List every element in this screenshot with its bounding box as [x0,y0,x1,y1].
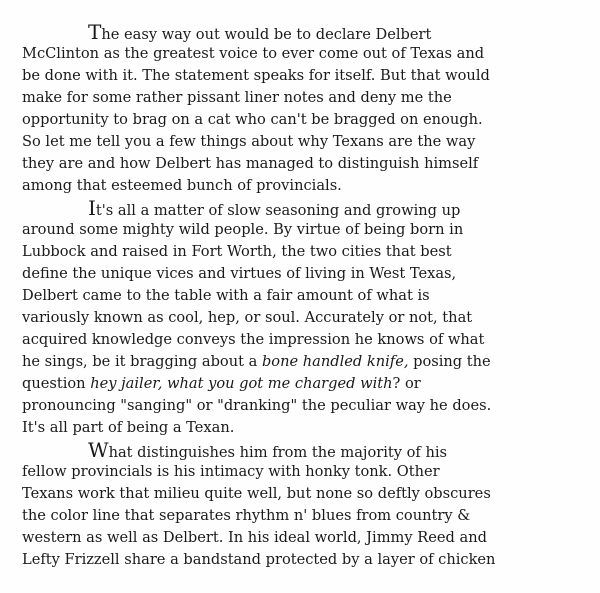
song-title: hey jailer, what you got me charged with [90,375,393,392]
line-text: ? or [392,375,421,392]
paragraph-1-line-2: McClinton as the greatest voice to ever come out of Texas and [22,45,485,62]
paragraph-1-line-7: they are and how Delbert has managed to distinguish himself [22,155,479,172]
paragraph-3-line-5: western as well as Delbert. In his ideal world, Jimmy Reed and [22,529,487,546]
line-text: he sings, be it bragging about a [22,353,262,370]
paragraph-2-line-7: acquired knowledge conveys the impression he knows of what [22,331,485,348]
song-title: bone handled knife, [261,353,409,370]
drop-initial: W [88,438,109,462]
paragraph-2-line-10: pronouncing "sanging" or "dranking" the peculiar way he does. [22,397,492,414]
paragraph-1-line-4: make for some rather pissant liner notes and deny me the [22,89,452,106]
paragraph-3-line-4: the color line that separates rhythm n' blues from country & [22,507,471,524]
paragraph-3-line-1 [88,439,447,461]
paragraph-2-line-3: Lubbock and raised in Fort Worth, the two cities that best [22,243,452,260]
line-text: posing the [408,353,491,370]
paragraph-2-line-2: around some mighty wild people. By virtue of being born in [22,221,464,238]
paragraph-2-line-1 [88,197,460,219]
paragraph-1-line-3: be done with it. The statement speaks for itself. But that would [22,67,490,84]
line-text: hat distinguishes him from the majority of his [108,444,448,461]
line-text: he easy way out would be to declare Delbert [101,26,432,43]
paragraph-2-line-11: It's all part of being a Texan. [22,419,235,436]
paragraph-2-line-6: variously known as cool, hep, or soul. Accurately or not, that [22,309,473,326]
paragraph-2-line-8 [22,351,491,373]
paragraph-1-line-8: among that esteemed bunch of provincials. [22,177,342,194]
paragraph-2-line-5: Delbert came to the table with a fair amount of what is [22,287,430,304]
paragraph-1-line-1 [88,21,431,43]
paragraph-3-line-6: Lefty Frizzell share a bandstand protected by a layer of chicken [22,551,496,568]
paragraph-3-line-2: fellow provincials is his intimacy with honky tonk. Other [22,463,440,480]
paragraph-3-line-3: Texans work that milieu quite well, but none so deftly obscures [22,485,491,502]
line-text: t's all a matter of slow seasoning and growing up [95,202,461,219]
line-text: question [22,375,91,392]
drop-initial: I [88,196,96,220]
paragraph-1-line-5: opportunity to brag on a cat who can't be bragged on enough. [22,111,483,128]
drop-initial: T [88,20,102,44]
paragraph-1-line-6: So let me tell you a few things about why Texans are the way [22,133,476,150]
paragraph-2-line-9 [22,373,421,395]
paragraph-2-line-4: define the unique vices and virtues of living in West Texas, [22,265,457,282]
